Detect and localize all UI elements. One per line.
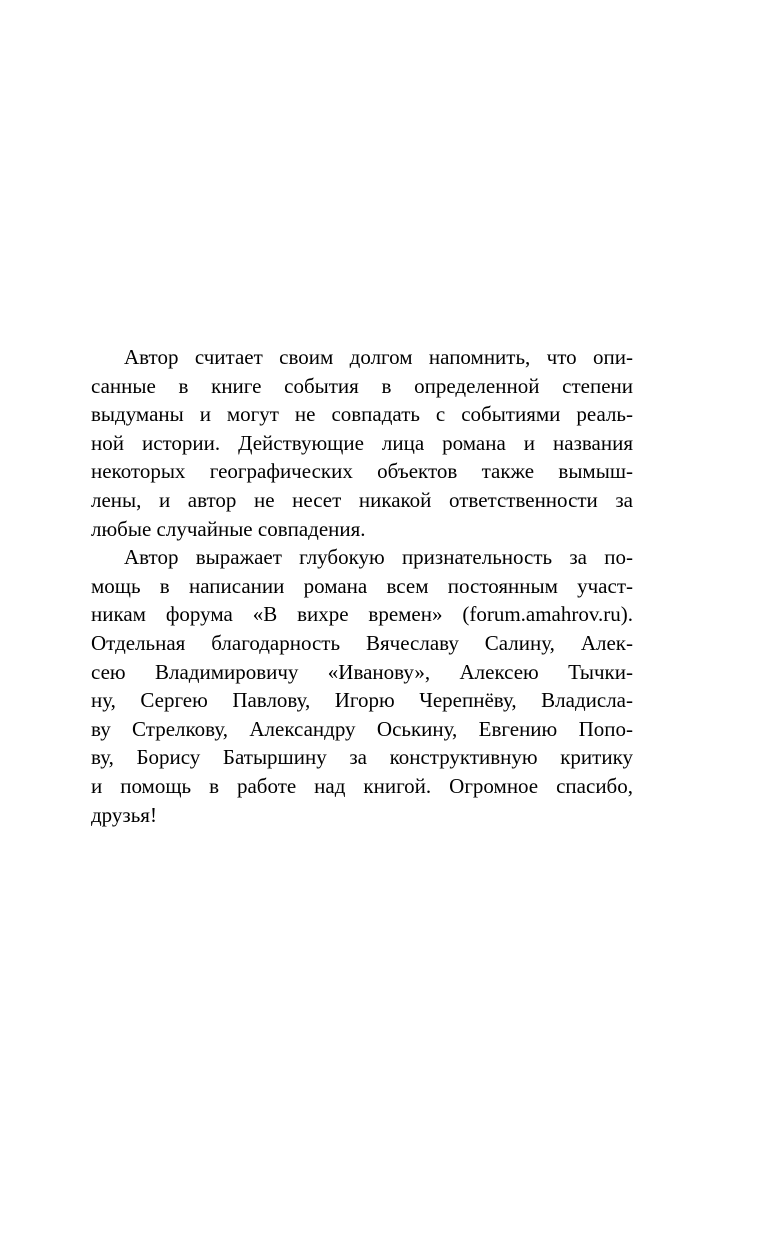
text-line: Отдельная благодарность Вячеславу Салину, Алек- <box>91 630 633 655</box>
page-content <box>91 343 633 829</box>
text-line: и помощь в работе над книгой. Огромное спасибо, <box>91 773 633 798</box>
text-line: друзья! <box>91 802 157 827</box>
text-line: любые случайные совпадения. <box>91 516 366 541</box>
text-line: ву, Борису Батыршину за конструктивную критику <box>91 745 633 770</box>
text-line: лены, и автор не несет никакой ответственности за <box>91 487 633 512</box>
text-line: выдуманы и могут не совпадать с событиями реаль- <box>91 402 633 427</box>
text-line: ну, Сергею Павлову, Игорю Черепнёву, Владисла- <box>91 688 633 713</box>
text-line: ной истории. Действующие лица романа и названия <box>91 430 633 455</box>
text-line: мощь в написании романа всем постоянным участ- <box>91 573 633 598</box>
acknowledgement-paragraph <box>91 543 633 829</box>
text-line: некоторых географических объектов также вымыш- <box>91 459 633 484</box>
text-line: Автор выражает глубокую признательность за по- <box>124 545 633 570</box>
text-line: Автор считает своим долгом напомнить, что опи- <box>124 345 633 369</box>
text-line: санные в книге события в определенной степени <box>91 373 633 398</box>
text-line: ву Стрелкову, Александру Оськину, Евгению Попо- <box>91 716 633 741</box>
disclaimer-paragraph <box>91 343 633 543</box>
text-line: никам форума «В вихре времен» (forum.amahrov.ru). <box>91 602 633 627</box>
text-line: сею Владимировичу «Иванову», Алексею Тычки- <box>91 659 633 684</box>
